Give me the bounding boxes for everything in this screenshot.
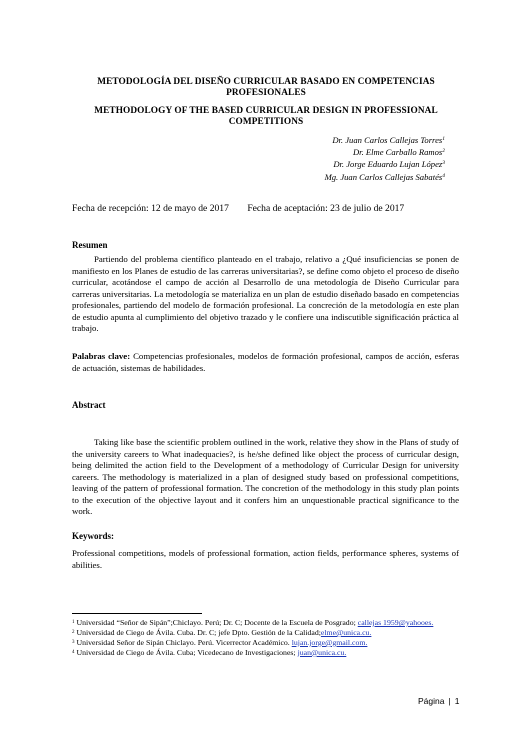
email-link[interactable]: lujan.jorge@gmail.com. — [291, 637, 368, 647]
author: Dr. Elme Carballo Ramos$^2$ — [352, 147, 445, 158]
email-link[interactable]: elme@unica.cu. — [320, 627, 372, 637]
abstract-body: Taking like base the scientific problem outlined in the work, relative they show in the Plans of study of the university careers to What inadequacies?, is he/she defined like object the process of curricular design, being delimited the action field to the Development of a methodology of Curricular Design for university careers. The methodology is materialized in a plan of designed study based on professional competitions, leaving of the pattern of professional formation. The concretion of the methodology in this study plan points to the execution of the objective layout and it confers him an unquestionable practical significance to the work. — [72, 437, 459, 516]
page-footer — [418, 696, 459, 706]
keywords-heading: Keywords: — [72, 531, 114, 541]
author: Dr. Jorge Eduardo Lujan López$^3$ — [333, 159, 445, 170]
resumen-body: Partiendo del problema científico planteado en el trabajo, relativo a ¿Qué insuficiencias se ponen de manifiesto en los Planes de estudio de las carreras universitarias?, se define como objeto el proceso de diseño curricular, acotándose el campo de acción al Desarrollo de una metodología de Diseño Curricular para carreras universitarias. La metodología se materializa en un plan de estudio diseñado basado en competencias profesionales, partiendo del modelo de formación profesional. La concreción de la metodología en este plan de estudio apunta al cumplimiento del objetivo trazado y le confiere una indiscutible significación práctica al trabajo. — [72, 254, 459, 333]
keywords-text: Competencias profesionales, modelos de formación profesional, campos de acción, esferas de actuación, sistemas de habilidades. — [72, 351, 460, 373]
title-spanish: METODOLOGÍA DEL DISEÑO CURRICULAR BASADO EN COMPETENCIAS PROFESIONALES — [97, 77, 435, 98]
abstract-keywords: Professional competitions, models of professional formation, action fields, performance spheres, systems of abilities. — [72, 548, 459, 570]
accepted-date: Fecha de aceptación: 23 de julio de 2017 — [247, 203, 405, 214]
title-english: METHODOLOGY OF THE BASED CURRICULAR DESIGN IN PROFESSIONAL COMPETITIONS — [94, 106, 438, 127]
abstract-heading: Abstract — [72, 400, 106, 410]
email-link[interactable]: juan@unica.cu. — [297, 647, 347, 657]
footnote: $^2$ Universidad de Ciego de Ávila. Cuba. Dr. C; jefe Dpto. Gestión de la Calidad;elme@unica.cu. — [72, 627, 372, 637]
author: Dr. Juan Carlos Callejas Torres$^1$ — [332, 135, 445, 145]
resumen-heading: Resumen — [72, 240, 108, 250]
author: Mg. Juan Carlos Callejas Sabatés$^4$ — [324, 171, 445, 182]
footnote: $^1$ Universidad “Señor de Sipán”;Chiclayo. Perú; Dr. C; Docente de la Escuela de Posgrado; callejas 1959@yahooes. — [72, 618, 434, 627]
footnote: $^4$ Universidad de Ciego de Ávila. Cuba; Vicedecano de Investigaciones; juan@unica.cu. — [72, 647, 347, 657]
page-number: 1 — [454, 696, 460, 706]
footer-separator: | — [448, 696, 451, 706]
email-link[interactable]: callejas 1959@yahooes. — [357, 618, 434, 627]
resumen-keywords — [72, 351, 459, 374]
author-list — [325, 134, 445, 183]
footnote-separator — [72, 613, 202, 614]
dates-line — [72, 203, 404, 214]
page-label: Página — [418, 696, 445, 706]
footnotes — [72, 618, 462, 658]
footnote: $^3$ Universidad Señor de Sipán Chiclayo. Perú. Vicerrector Académico. lujan.jorge@gmail.com. — [72, 637, 368, 647]
received-date: Fecha de recepción: 12 de mayo de 2017 — [72, 203, 229, 214]
keywords-label: Palabras clave: — [72, 351, 131, 361]
